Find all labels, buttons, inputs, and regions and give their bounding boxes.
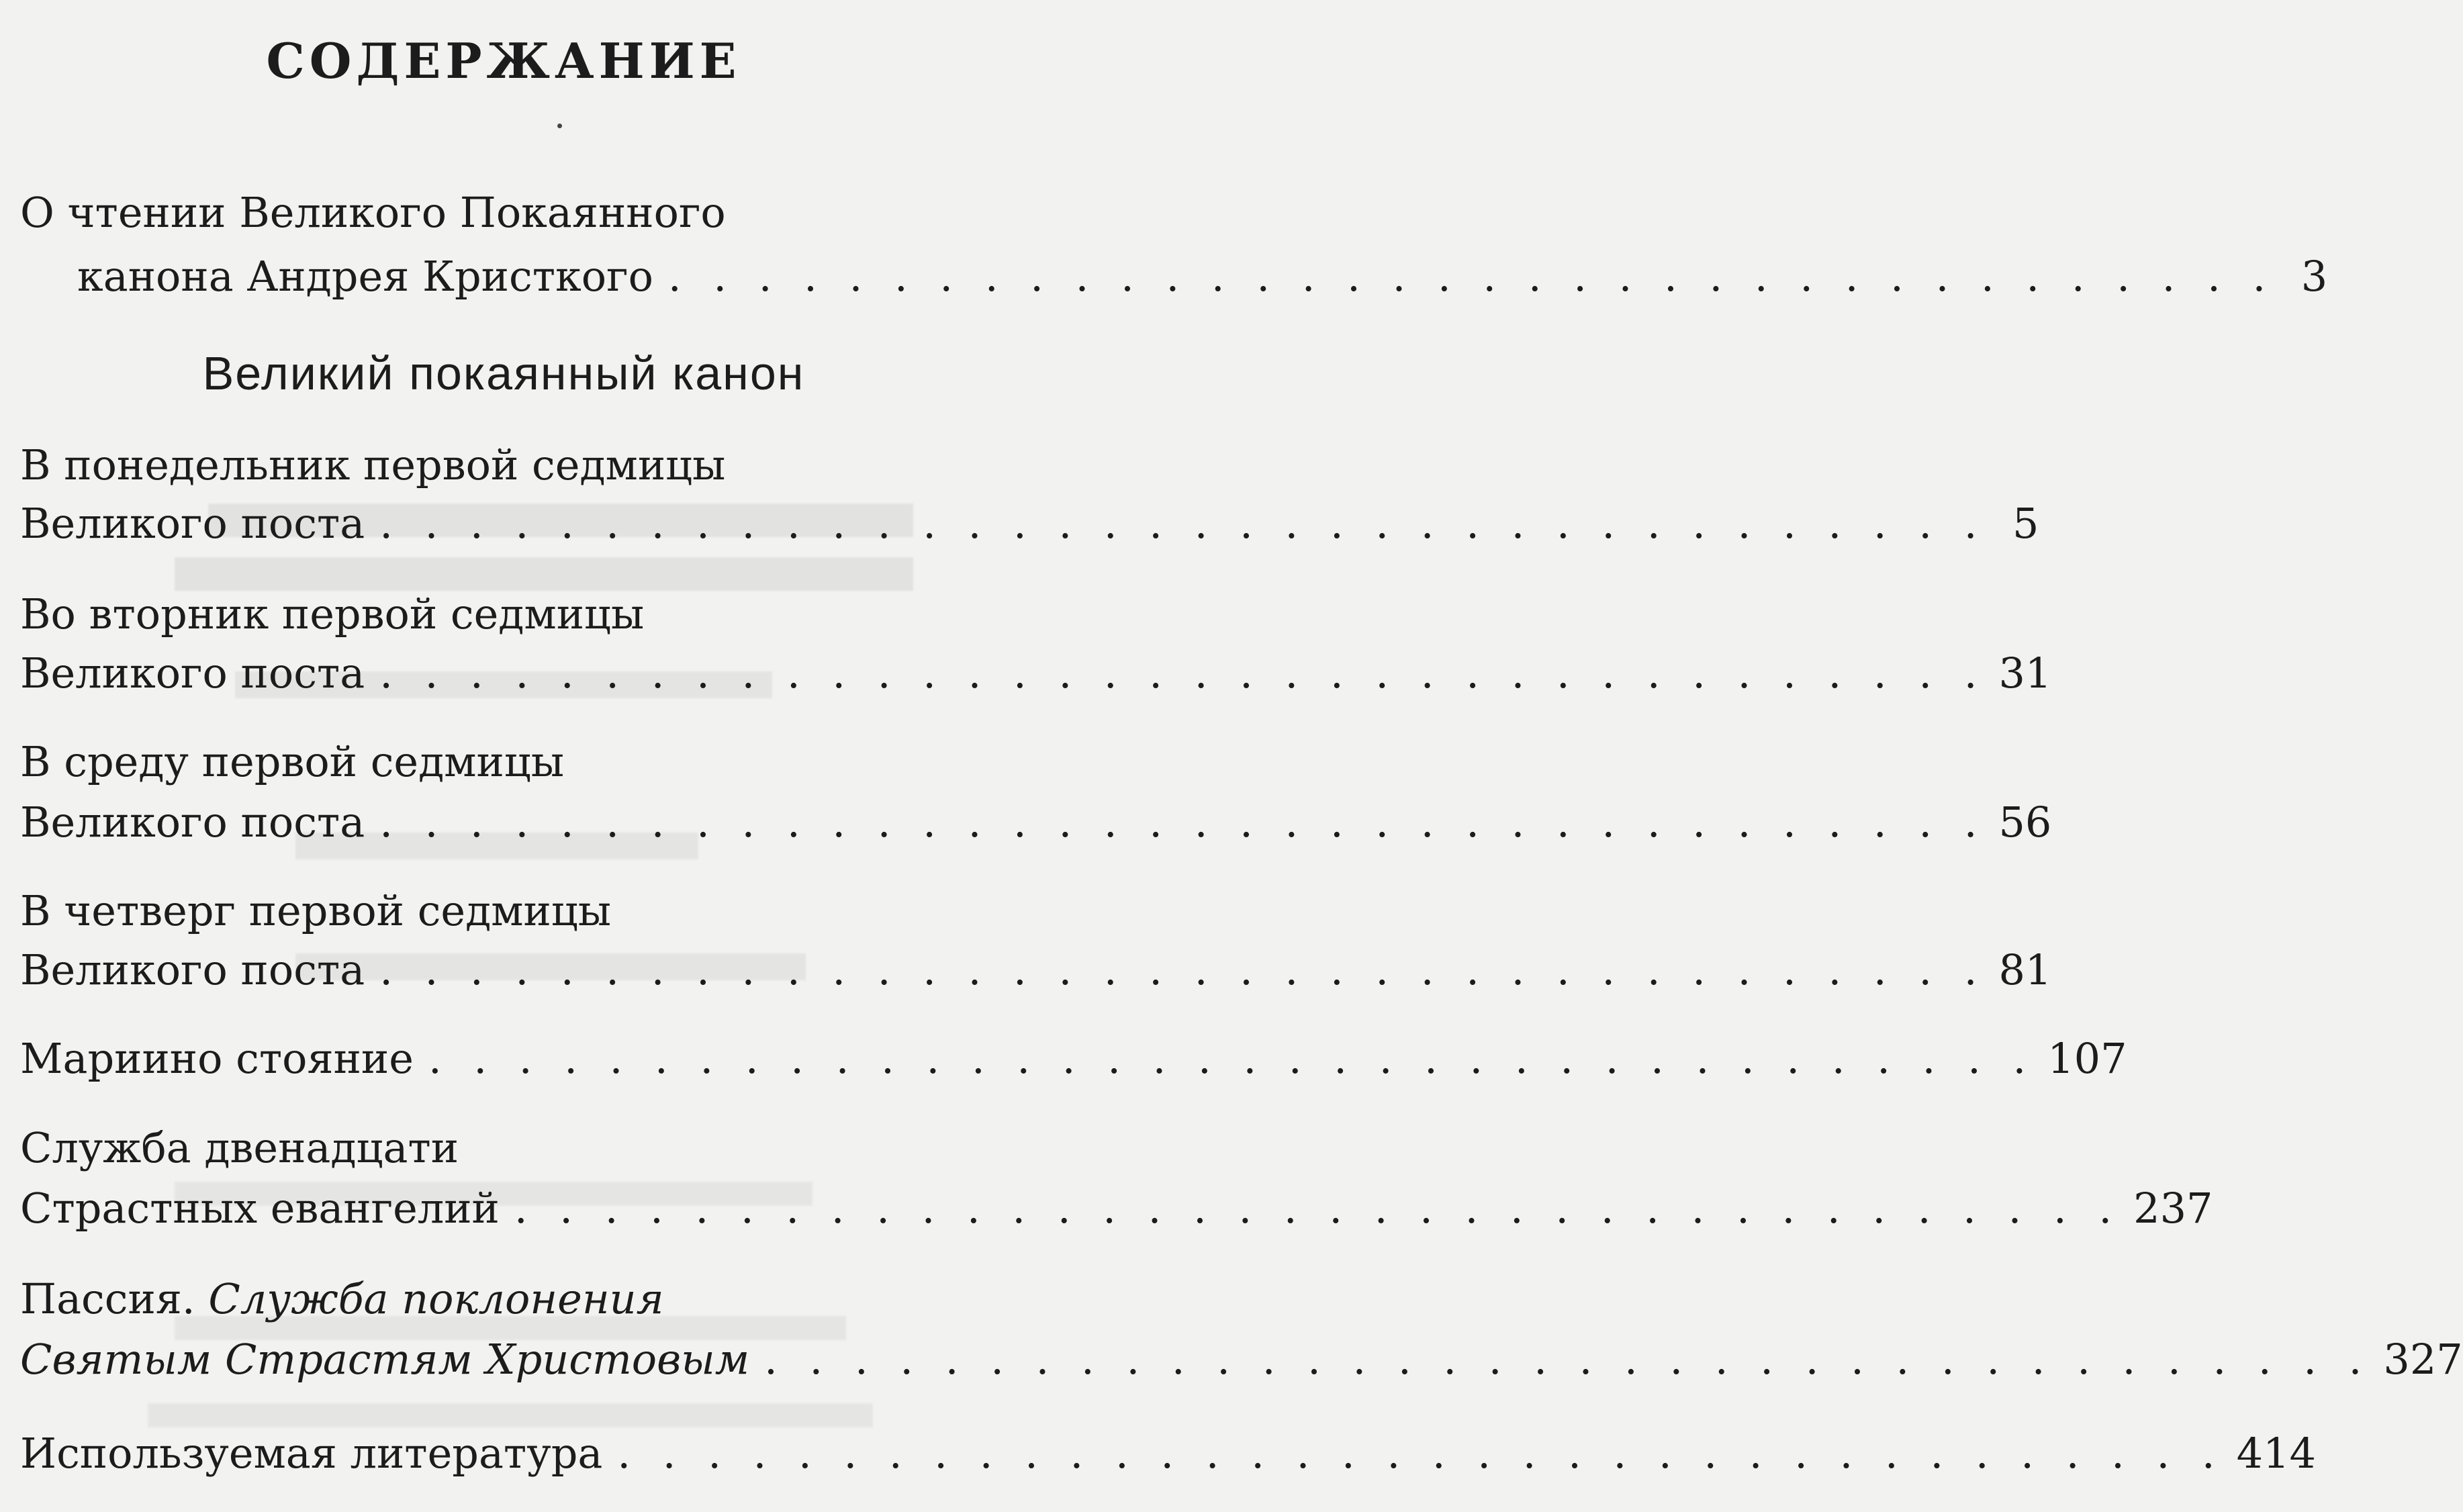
toc-entry-title: Во вторник первой седмицы	[20, 589, 645, 639]
toc-entry-title: Служба двенадцати	[20, 1123, 459, 1172]
toc-entry-line	[20, 493, 2039, 554]
toc-page-number: 237	[2133, 1184, 2213, 1233]
dot-leader: . . . . . . . . . . . . . . . . . . . . . . . . . . . . . . . . . . . .	[428, 1034, 2036, 1083]
toc-entry-line	[20, 1329, 2463, 1390]
toc-entry-line	[20, 435, 979, 495]
toc-entry-title	[20, 1269, 664, 1329]
toc-page-number: 5	[2012, 499, 2039, 548]
toc-entry-line	[20, 1118, 979, 1178]
dot-leader: . . . . . . . . . . . . . . . . . . . . . . . . . . . . . . . . . . . .	[514, 1184, 2122, 1233]
toc-entry-line	[20, 643, 2052, 704]
dot-leader: . . . . . . . . . . . . . . . . . . . . . . . . . . . . . . . . . . . .	[379, 798, 1987, 847]
toc-entry-title-italic: Служба поклонения	[208, 1274, 664, 1323]
toc-entry-title: Используемая литература	[20, 1429, 603, 1478]
toc-entry-line	[20, 792, 2052, 853]
dot-leader: . . . . . . . . . . . . . . . . . . . . . . . . . . . . . . . . . . . .	[379, 499, 1987, 548]
toc-entry-title-plain: Пассия.	[20, 1274, 209, 1323]
toc-entry-title: Великого поста	[20, 798, 365, 847]
page-title: СОДЕРЖАНИЕ	[266, 32, 741, 89]
toc-entry-line	[20, 1029, 2127, 1089]
toc-entry-title: О чтении Великого Покаянного	[20, 188, 726, 237]
toc-entry-title-italic: Святым Страстям Христовым	[20, 1335, 750, 1384]
dot-leader: . . . . . . . . . . . . . . . . . . . . . . . . . . . . . . . . . . . .	[764, 1335, 2372, 1384]
dot-leader: . . . . . . . . . . . . . . . . . . . . . . . . . . . . . . . . . . . .	[379, 649, 1987, 698]
toc-entry-line	[20, 183, 979, 243]
toc-page-number: 31	[1998, 649, 2052, 698]
toc-entry-title: В среду первой седмицы	[20, 737, 565, 786]
toc-entry-line	[20, 1178, 2213, 1239]
toc-entry-title: В понедельник первой седмицы	[20, 440, 726, 489]
toc-entry-line	[20, 1269, 979, 1329]
toc-entry-line	[20, 584, 979, 645]
toc-page-number: 3	[2301, 252, 2328, 301]
toc-page-number: 107	[2047, 1034, 2127, 1083]
toc-entry-line	[77, 246, 2328, 307]
toc-page-number: 81	[1998, 945, 2052, 994]
toc-entry-line	[20, 732, 979, 792]
section-heading: Великий покаянный канон	[202, 347, 805, 399]
toc-entry-title: Великого поста	[20, 945, 365, 994]
toc-page-number: 414	[2236, 1429, 2316, 1478]
toc-entry-line	[20, 940, 2052, 1000]
toc-entry-line	[20, 1423, 2316, 1484]
toc-entry-line	[20, 881, 979, 941]
dot-leader: . . . . . . . . . . . . . . . . . . . . . . . . . . . . . . . . . . . .	[667, 252, 2276, 301]
dot-leader: . . . . . . . . . . . . . . . . . . . . . . . . . . . . . . . . . . . .	[617, 1429, 2225, 1478]
toc-entry-title: канона Андрея Кристкого	[77, 252, 653, 301]
toc-page-number: 56	[1998, 798, 2052, 847]
toc-entry-title: Мариино стояние	[20, 1034, 414, 1083]
toc-entry-title: Великого поста	[20, 649, 365, 698]
toc-entry-title: Великого поста	[20, 499, 365, 548]
toc-page-number: 327	[2383, 1335, 2463, 1384]
toc-entry-title: В четверг первой седмицы	[20, 886, 612, 935]
dot-leader: . . . . . . . . . . . . . . . . . . . . . . . . . . . . . . . . . . . .	[379, 945, 1987, 994]
ornament-dot	[557, 124, 562, 128]
toc-entry-title: Страстных евангелий	[20, 1184, 500, 1233]
